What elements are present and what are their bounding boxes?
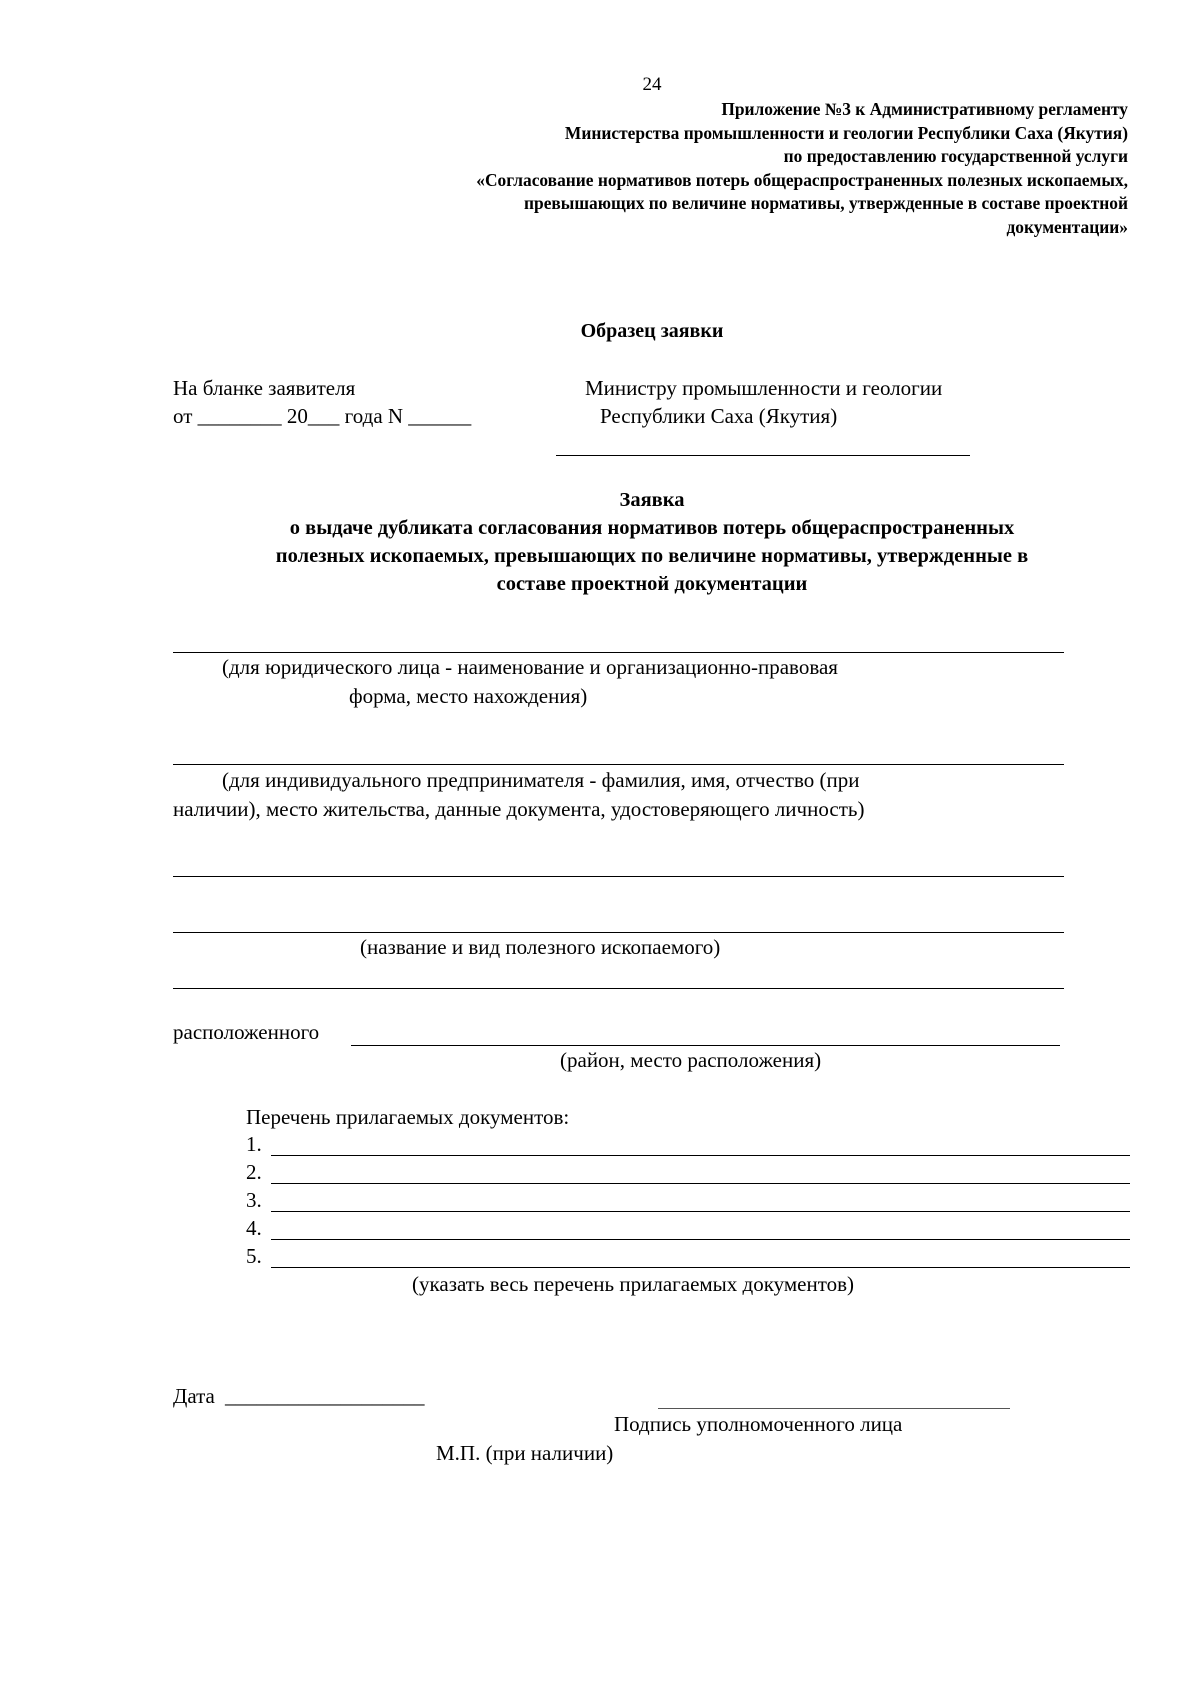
blank-line-2[interactable]: от ________ 20___ года N ______ — [173, 404, 472, 428]
header-line: Министерства промышленности и геологии Республики Саха (Якутия) — [564, 122, 1128, 143]
attachment-number: 5. — [246, 1244, 262, 1268]
application-title-line: составе проектной документации — [496, 573, 808, 595]
entrepreneur-caption-1: (для индивидуального предпринимателя - фамилия, имя, отчество (при — [222, 768, 860, 792]
attachment-row[interactable] — [246, 1187, 1130, 1215]
location-caption: (район, место расположения) — [560, 1048, 822, 1072]
blank-line-1: На бланке заявителя — [173, 376, 356, 400]
header-line: по предоставлению государственной услуги — [783, 146, 1128, 166]
attachment-field[interactable] — [271, 1211, 1130, 1212]
entrepreneur-caption-2: наличии), место жительства, данные документа, удостоверяющего личность) — [173, 797, 865, 821]
attachment-row[interactable] — [246, 1243, 1130, 1271]
attachment-row[interactable] — [246, 1159, 1130, 1187]
attachment-number: 1. — [246, 1132, 262, 1156]
attachment-number: 2. — [246, 1160, 262, 1184]
attachment-field[interactable] — [271, 1267, 1130, 1268]
entrepreneur-field[interactable] — [173, 764, 1064, 765]
sample-title: Образец заявки — [580, 320, 724, 342]
header-line: Приложение №3 к Административному регламенту — [721, 99, 1128, 119]
addressee-line-2: Республики Саха (Якутия) — [600, 404, 838, 428]
extra-field[interactable] — [173, 876, 1064, 877]
application-title-line: Заявка — [619, 489, 685, 511]
page-number: 24 — [642, 74, 662, 95]
legal-entity-caption-1: (для юридического лица - наименование и организационно-правовая — [222, 655, 838, 679]
signature-caption: Подпись уполномоченного лица — [614, 1412, 903, 1436]
attachment-field[interactable] — [271, 1183, 1130, 1184]
date-label: Дата — [173, 1384, 215, 1408]
appendix-header — [300, 98, 1128, 239]
attachment-row[interactable] — [246, 1131, 1130, 1159]
addressee-line-1: Министру промышленности и геологии — [585, 376, 943, 400]
attachments-caption: (указать весь перечень прилагаемых документов) — [412, 1272, 855, 1296]
located-label: расположенного — [173, 1020, 320, 1044]
stamp-label: М.П. (при наличии) — [436, 1441, 614, 1465]
attachment-field[interactable] — [271, 1155, 1130, 1156]
addressee-name-field[interactable] — [556, 455, 970, 456]
signature-field[interactable] — [658, 1408, 1010, 1409]
application-title-line: полезных ископаемых, превышающих по величине нормативы, утвержденные в — [275, 545, 1029, 567]
header-line: превышающих по величине нормативы, утвержденные в составе проектной — [524, 193, 1128, 213]
attachment-number: 3. — [246, 1188, 262, 1212]
application-title — [150, 486, 1154, 598]
application-title-line: о выдаче дубликата согласования нормативов потерь общераспространенных — [289, 517, 1015, 539]
mineral-field-2[interactable] — [173, 988, 1064, 989]
mineral-caption: (название и вид полезного ископаемого) — [360, 935, 721, 959]
date-field[interactable]: ___________________ — [225, 1384, 425, 1408]
legal-entity-caption-2: форма, место нахождения) — [349, 684, 588, 708]
attachments-title: Перечень прилагаемых документов: — [246, 1105, 570, 1129]
header-line: документации» — [1006, 216, 1128, 237]
attachment-row[interactable] — [246, 1215, 1130, 1243]
attachment-number: 4. — [246, 1216, 262, 1240]
attachment-field[interactable] — [271, 1239, 1130, 1240]
header-line: «Согласование нормативов потерь общераспространенных полезных ископаемых, — [476, 169, 1128, 190]
